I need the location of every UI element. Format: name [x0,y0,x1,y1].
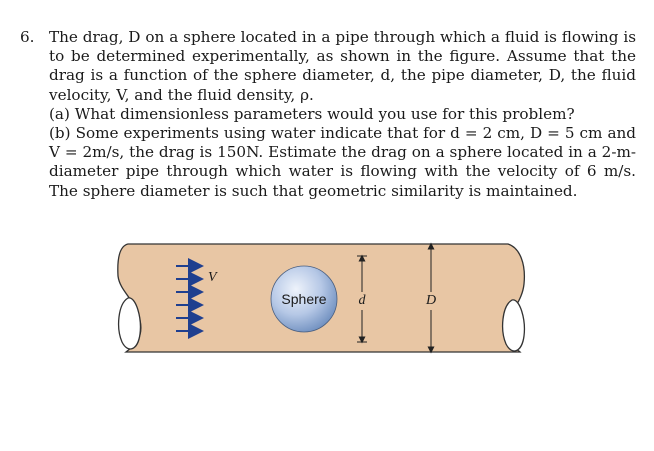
pipe-right-opening [503,300,525,351]
part-a: (a) What dimensionless parameters would you use for this problem? [49,104,575,123]
pipe-diameter-label: D [425,293,437,308]
part-b: (b) Some experiments using water indicate that for d = 2 cm, D = 5 cm and V = 2m/s, the drag is 150N. Estimate the drag on a sphere located in a 2-m-diameter pipe through which water is flowing with the velocity of 6 m/s. The sphere diameter is such that geometric similarity is maintained. [49,124,636,200]
pipe-sphere-figure [104,234,534,366]
velocity-label: V [208,270,217,285]
sphere-diameter-label: d [358,293,366,308]
problem-body [49,28,636,201]
problem-6 [20,28,636,201]
sphere-label: Sphere [281,291,327,307]
problem-statement: The drag, D on a sphere located in a pipe through which a fluid is flowing is to be determined experimentally, as shown in the figure. Assume that the drag is a function of the sphere diameter, d, the pipe diameter, D, the fluid velocity, V, and the fluid density, ρ. [49,28,636,104]
pipe-left-opening [119,298,141,349]
problem-number: 6. [20,28,35,46]
